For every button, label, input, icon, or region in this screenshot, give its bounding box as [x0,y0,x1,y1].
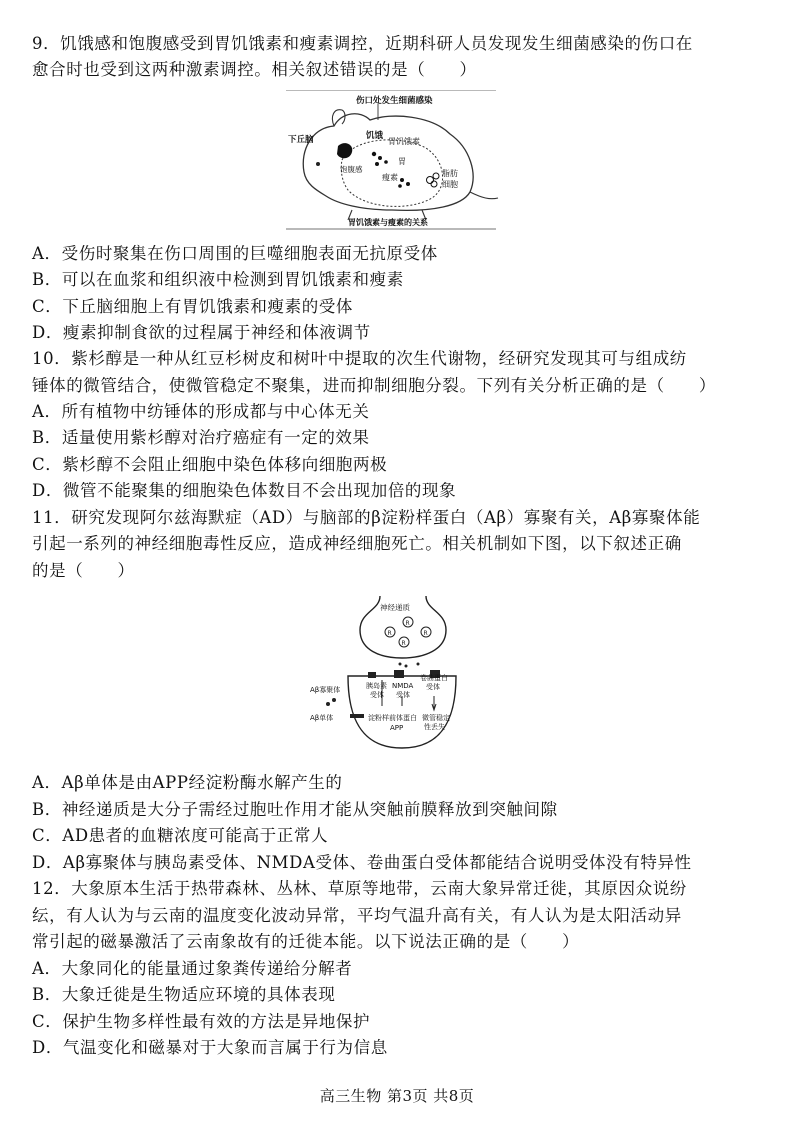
q12-stem-line2: 纭，有人认为与云南的温度变化波动异常，平均气温升高有关，有人认为是太阳活动异 [32,906,682,925]
fig2-prion-label-2: 受体 [426,683,440,691]
fig2-prion-label-1: 卷曲蛋白 [420,674,448,682]
fig2-oligomer-label: Aβ寡聚体 [310,686,341,694]
fig2-nmda-label-2: 受体 [396,691,410,699]
q12-option-a: A．大象同化的能量通过象粪传递给分解者 [32,959,353,978]
q11-option-d: D．Aβ寡聚体与胰岛素受体、NMDA受体、卷曲蛋白受体都能结合说明受体没有特异性 [32,853,692,872]
fig1-leptin-label: 瘦素 [382,173,398,182]
q11-option-b: B．神经递质是大分子需经过胞吐作用才能从突触前膜释放到突触间隙 [32,800,558,819]
q10-option-b: B．适量使用紫杉醇对治疗癌症有一定的效果 [32,428,370,447]
fig1-fat-cell-label-1: 脂肪 [442,169,458,178]
fig1-satiety-label: 饱腹感 [340,165,363,174]
fig2-app-label-1: 淀粉样前体蛋白 [368,714,417,722]
fig2-neurotransmitter-label: 神经递质 [380,603,410,612]
q10-option-d: D．微管不能聚集的细胞染色体数目不会出现加倍的现象 [32,481,457,500]
q9-option-c: C．下丘脑细胞上有胃饥饿素和瘦素的受体 [32,297,354,316]
q9-option-a: A．受伤时聚集在伤口周围的巨噬细胞表面无抗原受体 [32,244,438,263]
q12-option-c: C．保护生物多样性最有效的方法是异地保护 [32,1012,371,1031]
fig1-hypothalamus-label: 下丘脑 [288,135,314,145]
fig2-nmda-label-1: NMDA [392,682,414,690]
fig2-vesicle-2: R [405,620,410,627]
q11-stem-line2: 引起一系列的神经细胞毒性反应，造成神经细胞死亡。相关机制如下图，以下叙述正确 [32,534,682,553]
q9-figure-ghrelin-leptin [282,90,500,230]
q11-figure-synapse [308,596,498,760]
fig1-stomach-label: 胃 [398,157,406,166]
page-footer: 高三生物 第3页 共8页 [319,1087,475,1105]
q9-option-d: D．瘦素抑制食欲的过程属于神经和体液调节 [32,323,371,342]
fig2-insulin-label-2: 受体 [370,691,384,699]
fig1-hunger-label: 饥饿 [366,131,384,141]
q12-option-b: B．大象迁徙是生物适应环境的具体表现 [32,985,336,1004]
fig1-caption: 胃饥饿素与瘦素的关系 [348,218,428,227]
fig1-ghrelin-label: 胃饥饿素 [388,137,420,146]
fig1-fat-cell-label-2: 细胞 [442,180,458,189]
fig2-app-label-2: APP [390,724,404,732]
q11-option-c: C．AD患者的血糖浓度可能高于正常人 [32,826,329,845]
fig2-vesicle-3: R [401,640,406,647]
q10-option-a: A．所有植物中纺锤体的形成都与中心体无关 [32,402,370,421]
q12-stem-line3: 常引起的磁暴激活了云南象故有的迁徙本能。以下说法正确的是（ ） [32,932,580,951]
fig2-monomer-label: Aβ单体 [310,714,334,722]
fig2-micro-label-2: 性丢失 [424,723,445,731]
q12-stem-line1: 12．大象原本生活于热带森林、丛林、草原等地带，云南大象异常迁徙，其原因众说纷 [32,879,687,898]
q12-option-d: D．气温变化和磁暴对于大象而言属于行为信息 [32,1038,388,1057]
q9-stem-line2: 愈合时也受到这两种激素调控。相关叙述错误的是（ ） [32,60,477,79]
fig2-insulin-label-1: 胰岛素 [366,682,387,690]
q10-stem-line2: 锤体的微管结合，使微管稳定不聚集，进而抑制细胞分裂。下列有关分析正确的是（ ） [32,376,716,395]
fig1-top-label: 伤口处发生细菌感染 [356,96,433,106]
q11-stem-line3: 的是（ ） [32,561,135,580]
fig2-vesicle-1: R [387,630,392,637]
q10-option-c: C．紫杉醇不会阻止细胞中染色体移向细胞两极 [32,455,388,474]
fig2-vesicle-4: R [423,630,428,637]
q11-stem-line1: 11．研究发现阿尔兹海默症（AD）与脑部的β淀粉样蛋白（Aβ）寡聚有关，Aβ寡聚体能 [32,508,701,527]
q10-stem-line1: 10．紫杉醇是一种从红豆杉树皮和树叶中提取的次生代谢物，经研究发现其可与组成纺 [32,349,687,368]
q11-option-a: A．Aβ单体是由APP经淀粉酶水解产生的 [32,773,343,792]
q9-stem-line1: 9．饥饿感和饱腹感受到胃饥饿素和瘦素调控，近期科研人员发现发生细菌感染的伤口在 [32,34,693,53]
q9-option-b: B．可以在血浆和组织液中检测到胃饥饿素和瘦素 [32,270,404,289]
fig2-micro-label-1: 微管稳定 [422,714,450,722]
